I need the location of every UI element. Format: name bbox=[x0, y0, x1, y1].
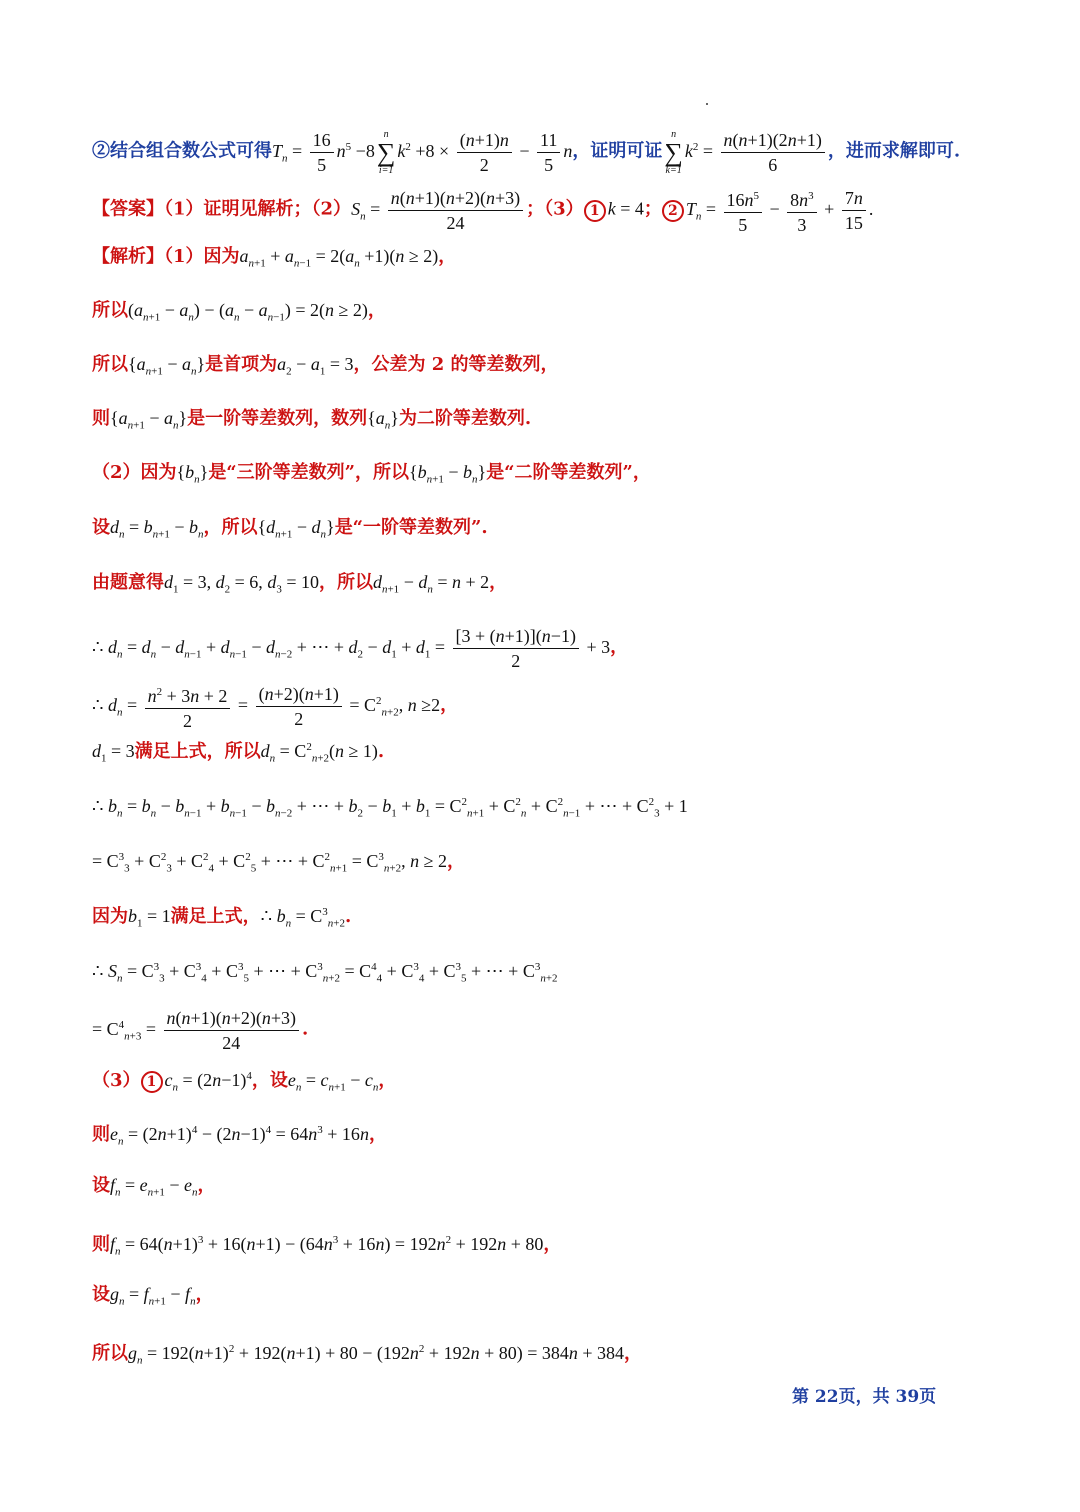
line-05: 所以$\{a_{n+1} - a_n\}$是首项为$a_2 - a_1 = 3$，公差为 2 的等差数列， bbox=[92, 354, 559, 378]
text-06b: 是一阶等差数列，数列 bbox=[187, 408, 368, 429]
answer-part1: （1）证明见解析； bbox=[164, 198, 312, 220]
text-20: 设 bbox=[92, 1175, 110, 1196]
text-08b: ，所以 bbox=[203, 517, 258, 538]
text-15a: 因为 bbox=[92, 906, 128, 927]
line-15: 因为$b_1 = 1$满足上式，∴ $b_n = C^3_{n+2}$. bbox=[92, 906, 352, 930]
text-hint-tail: ，证明可证 bbox=[572, 140, 663, 162]
line-08: 设$d_n = b_{n+1} - b_n$，所以$\{d_{n+1} - d_n\}$是“一阶等差数列”. bbox=[92, 517, 488, 541]
text-hint-end: ，进而求解即可. bbox=[827, 140, 961, 162]
line-hint-2: ②结合组合数公式可得$T_n$ = $\frac{16}{5}$ $n^5 -8$ n ∑ i=1 $k^2 +8$ × $\frac{(n+1)n}{2}$ − $\frac{11}{5}$ n，证明可证 n ∑ k=1 $k^2$ = $\frac{n(n+1)(2n+1)}{6}$ ，进而求解即可. bbox=[92, 128, 961, 176]
text-19: 则 bbox=[92, 1124, 110, 1145]
line-06: 则$\{a_{n+1} - a_n\}$是一阶等差数列，数列$\{a_n\}$为二阶等差数列. bbox=[92, 408, 532, 432]
text-05c: ，公差为 2 的等差数列， bbox=[353, 354, 559, 375]
line-19: 则$e_n = (2n+1)^4 - (2n-1)^4 = 64n^3 + 16n$， bbox=[92, 1124, 387, 1148]
line-analysis-1: 【解析】（1）因为$a_{n+1} + a_{n-1} = 2(a_n +1)(n \ge 2)$， bbox=[92, 246, 457, 270]
text-05b: 是首项为 bbox=[205, 354, 278, 375]
analysis-part1: （1）因为 bbox=[164, 246, 240, 267]
line-10: ∴ $d_n = d_n - d_{n-1} + d_{n-1} - d_{n-2}$ + ⋯ + $d_2 - d_1 + d_1$ = $\frac{[3 + (n+1)](n-1)}{2}$ + 3， bbox=[92, 626, 629, 671]
line-13: ∴ $b_n = b_n - b_{n-1} + b_{n-1} - b_{n-2}$ + ⋯ + $b_2 - b_1 + b_1 = C^2_{n+1} + C^2_n + C^2_{n-1}$ + ⋯ + $C^2_3 + 1$ bbox=[92, 796, 688, 820]
text-18b: ，设 bbox=[251, 1070, 288, 1091]
page-footer: 第 22页，共 39页 bbox=[792, 1387, 937, 1407]
line-17: = $C^4_{n+3}$ = $\frac{n(n+1)(n+2)(n+3)}{24}$ . bbox=[92, 1008, 309, 1053]
text-12: 满足上式，所以 bbox=[134, 741, 261, 762]
answer-sep: ； bbox=[643, 198, 662, 220]
text-05a: 所以 bbox=[92, 354, 128, 375]
text-08c: 是“一阶等差数列”. bbox=[334, 517, 488, 538]
line-07: （2）因为$\{b_n\}$是“三阶等差数列”，所以$\{b_{n+1} - b_n\}$是“二阶等差数列”， bbox=[92, 462, 651, 486]
line-11: ∴ $d_n$ = $\frac{n^2 + 3n + 2}{2}$ = $\frac{(n+2)(n+1)}{2}$ = $C^2_{n+2}$, n ≥2， bbox=[92, 680, 458, 733]
line-18: （3） 1 $c_n = (2n-1)^4$，设$e_n = c_{n+1} - c_n$， bbox=[92, 1070, 397, 1094]
text-21: 则 bbox=[92, 1234, 110, 1255]
text-06a: 则 bbox=[92, 408, 110, 429]
text-07a: （2）因为 bbox=[92, 462, 177, 483]
answer-part2: （2） bbox=[311, 198, 352, 220]
line-16: ∴ $S_n = C^3_3 + C^3_4 + C^3_5$ + ⋯ + $C^3_{n+2} = C^4_4 + C^3_4 + C^3_5$ + ⋯ + $C^3_{n+2}$ bbox=[92, 961, 558, 985]
text-18a: （3） bbox=[92, 1070, 141, 1091]
speck bbox=[706, 103, 708, 105]
line-20: 设$f_n = e_{n+1} - e_n$， bbox=[92, 1175, 216, 1199]
line-23: 所以$g_n = 192(n+1)^2 + 192(n+1) + 80 - (192n^2 + 192n + 80) = 384n + 384$， bbox=[92, 1343, 643, 1367]
line-22: 设$g_n = f_{n+1} - f_n$， bbox=[92, 1284, 214, 1308]
text-04: 所以 bbox=[92, 300, 128, 321]
text-23: 所以 bbox=[92, 1343, 128, 1364]
text-08a: 设 bbox=[92, 517, 110, 538]
text-15b: 满足上式， bbox=[170, 906, 261, 927]
line-09: 由题意得$d_1 = 3$, $d_2 = 6$, $d_3 = 10$，所以$d_{n+1} - d_n = n + 2$， bbox=[92, 572, 508, 596]
answer-label: 【答案】 bbox=[92, 198, 164, 220]
text-07b: 是“三阶等差数列”，所以 bbox=[208, 462, 410, 483]
text-09b: ，所以 bbox=[318, 572, 373, 593]
line-21: 则$f_n = 64(n+1)^3 + 16(n+1) - (64n^3 + 16n) = 192n^2 + 192n + 80$， bbox=[92, 1234, 562, 1258]
text-hint: ②结合组合数公式可得 bbox=[92, 140, 272, 162]
line-14: = $C^3_3 + C^2_3 + C^2_4 + C^2_5$ + ⋯ + $C^2_{n+1} = C^3_{n+2}$, n ≥ 2， bbox=[92, 851, 465, 875]
line-04: 所以$(a_{n+1} - a_n) - (a_n - a_{n-1}) = 2(n \ge 2)$， bbox=[92, 300, 386, 324]
text-07c: 是“二阶等差数列”， bbox=[486, 462, 651, 483]
text-09a: 由题意得 bbox=[92, 572, 164, 593]
text-06c: 为二阶等差数列. bbox=[398, 408, 532, 429]
text-22: 设 bbox=[92, 1284, 110, 1305]
analysis-label: 【解析】 bbox=[92, 246, 164, 267]
line-answer: 【答案】（1）证明见解析；$(2)S_n$ = $\frac{n(n+1)(n+2)(n+3)}{24}$ ；（3） 1 k = 4； 2 $T_n$ = $\frac{16n^5}{5}$ − $\frac{8n^3}{3}$ + $\frac{7n}{15}$ . bbox=[92, 184, 873, 237]
line-12: $d_1 = 3$满足上式，所以$d_n = C^2_{n+2}(n \ge 1)$. bbox=[92, 741, 385, 765]
answer-part3: ；（3） bbox=[526, 198, 584, 220]
